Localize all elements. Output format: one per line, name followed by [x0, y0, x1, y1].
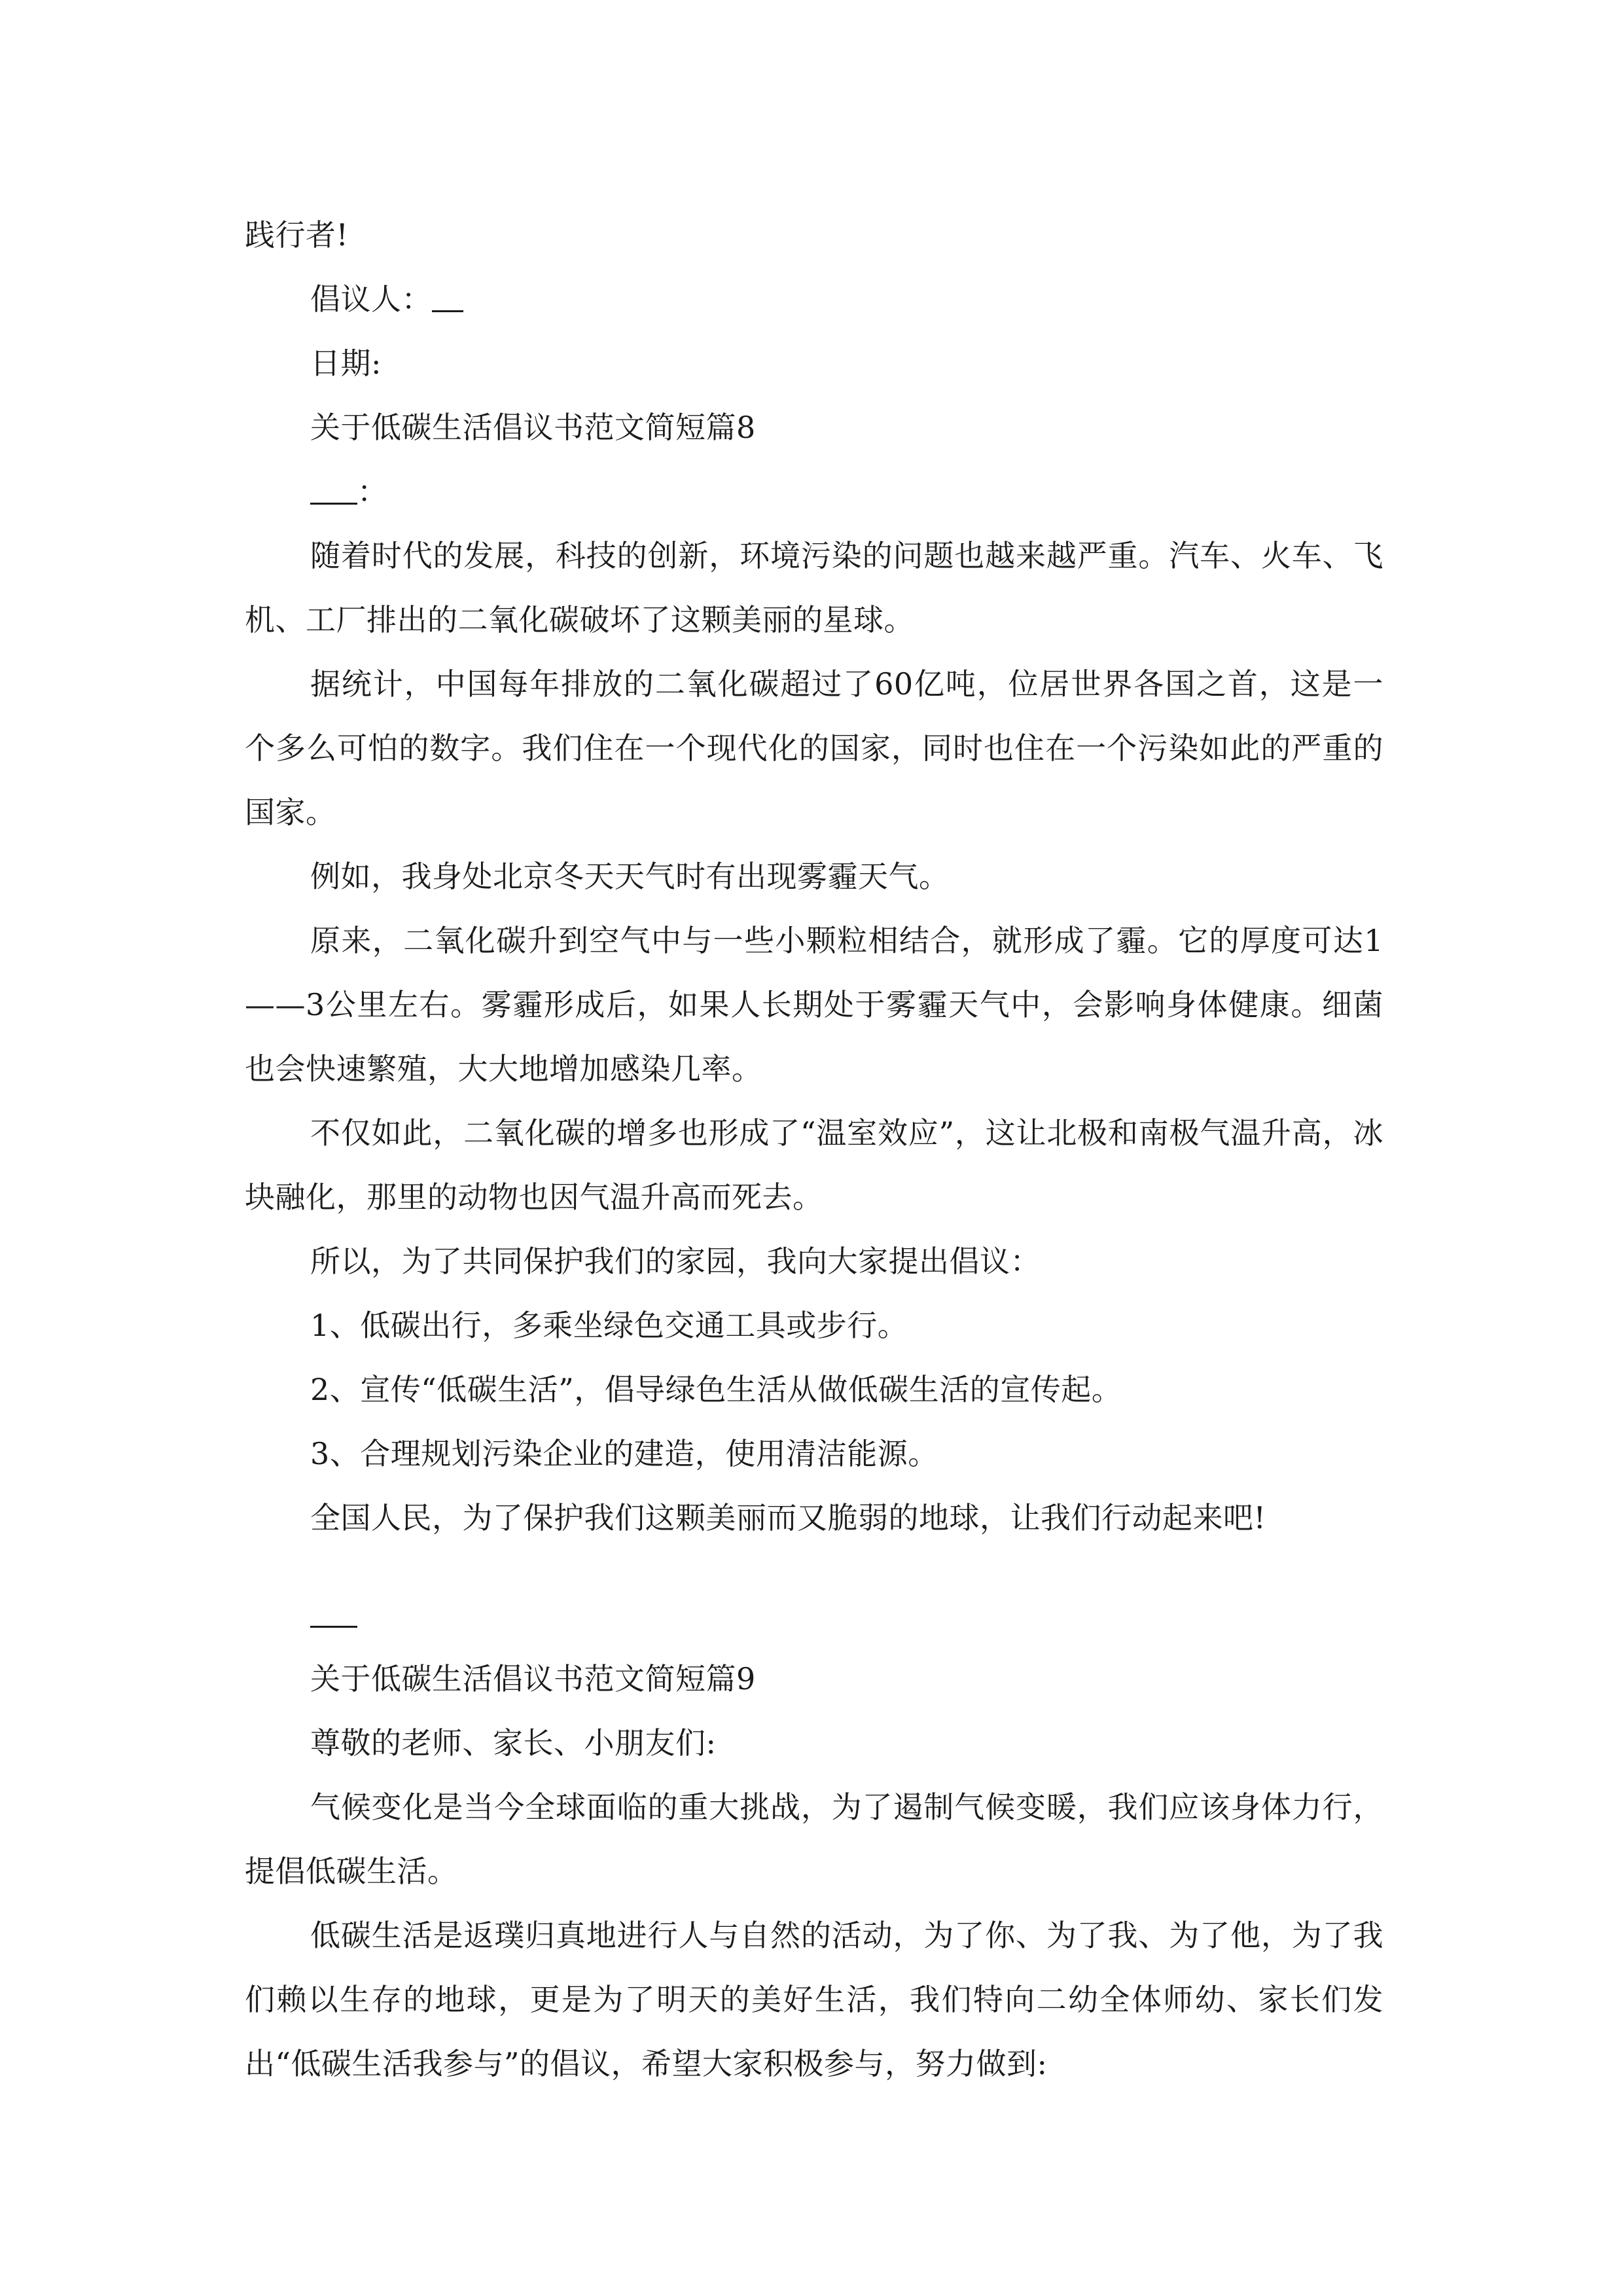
section8-paragraph: 所以，为了共同保护我们的家园，我向大家提出倡议： [310, 1244, 1041, 1279]
section8-paragraph: 据统计，中国每年排放的二氧化碳超过了60亿吨，位居世界各国之首，这是一个多么可怕的数字。我们住在一个现代化的国家，同时也住在一个污染如此的严重的国家。 [245, 666, 1383, 830]
section8-paragraph: 随着时代的发展，科技的创新，环境污染的问题也越来越严重。汽车、火车、飞机、工厂排出的二氧化碳破坏了这颗美丽的星球。 [245, 538, 1383, 637]
section8-list-item: 2、宣传“低碳生活”，倡导绿色生活从做低碳生活的宣传起。 [310, 1372, 1122, 1407]
section9-paragraph: 低碳生活是返璞归真地进行人与自然的活动，为了你、为了我、为了他，为了我们赖以生存的地球，更是为了明天的美好生活，我们特向二幼全体师幼、家长们发出“低碳生活我参与”的倡议，希望大家积极参与，努力做到: [245, 1918, 1383, 2081]
signature-blank [310, 1625, 357, 1628]
section9-title: 关于低碳生活倡议书范文简短篇9 [310, 1661, 756, 1696]
section8-paragraph: 不仅如此，二氧化碳的增多也形成了“温室效应”，这让北极和南极气温升高，冰块融化，那里的动物也因气温升高而死去。 [245, 1115, 1383, 1215]
date-label: 日期: [310, 346, 382, 381]
section8-title: 关于低碳生活倡议书范文简短篇8 [310, 410, 756, 445]
section9-salutation: 尊敬的老师、家长、小朋友们: [310, 1725, 717, 1761]
section8-paragraph: 原来，二氧化碳升到空气中与一些小颗粒相结合，就形成了霾。它的厚度可达1——3公里左右。雾霾形成后，如果人长期处于雾霾天气中，会影响身体健康。细菌也会快速繁殖，大大地增加感染几率。 [245, 923, 1383, 1086]
section8-paragraph: 例如，我身处北京冬天天气时有出现雾霾天气。 [310, 859, 950, 894]
section8-salutation [245, 459, 1383, 524]
salutation-colon: ： [357, 474, 388, 509]
document-page [245, 203, 1383, 2096]
section8-signature [245, 1583, 1383, 1647]
proposer-label: 倡议人： [310, 281, 432, 317]
section9-paragraph: 气候变化是当今全球面临的重大挑战，为了遏制气候变暖，我们应该身体力行，提倡低碳生活。 [245, 1789, 1383, 1889]
section8-list-item: 3、合理规划污染企业的建造，使用清洁能源。 [310, 1436, 938, 1471]
intro-tail: 践行者! [245, 217, 349, 253]
proposer-line [245, 267, 1383, 331]
proposer-blank [432, 310, 463, 312]
section-gap [245, 1550, 1383, 1583]
salutation-blank [310, 502, 357, 505]
section8-list-item: 1、低碳出行，多乘坐绿色交通工具或步行。 [310, 1308, 908, 1343]
section8-paragraph: 全国人民，为了保护我们这颗美丽而又脆弱的地球，让我们行动起来吧! [310, 1500, 1266, 1535]
